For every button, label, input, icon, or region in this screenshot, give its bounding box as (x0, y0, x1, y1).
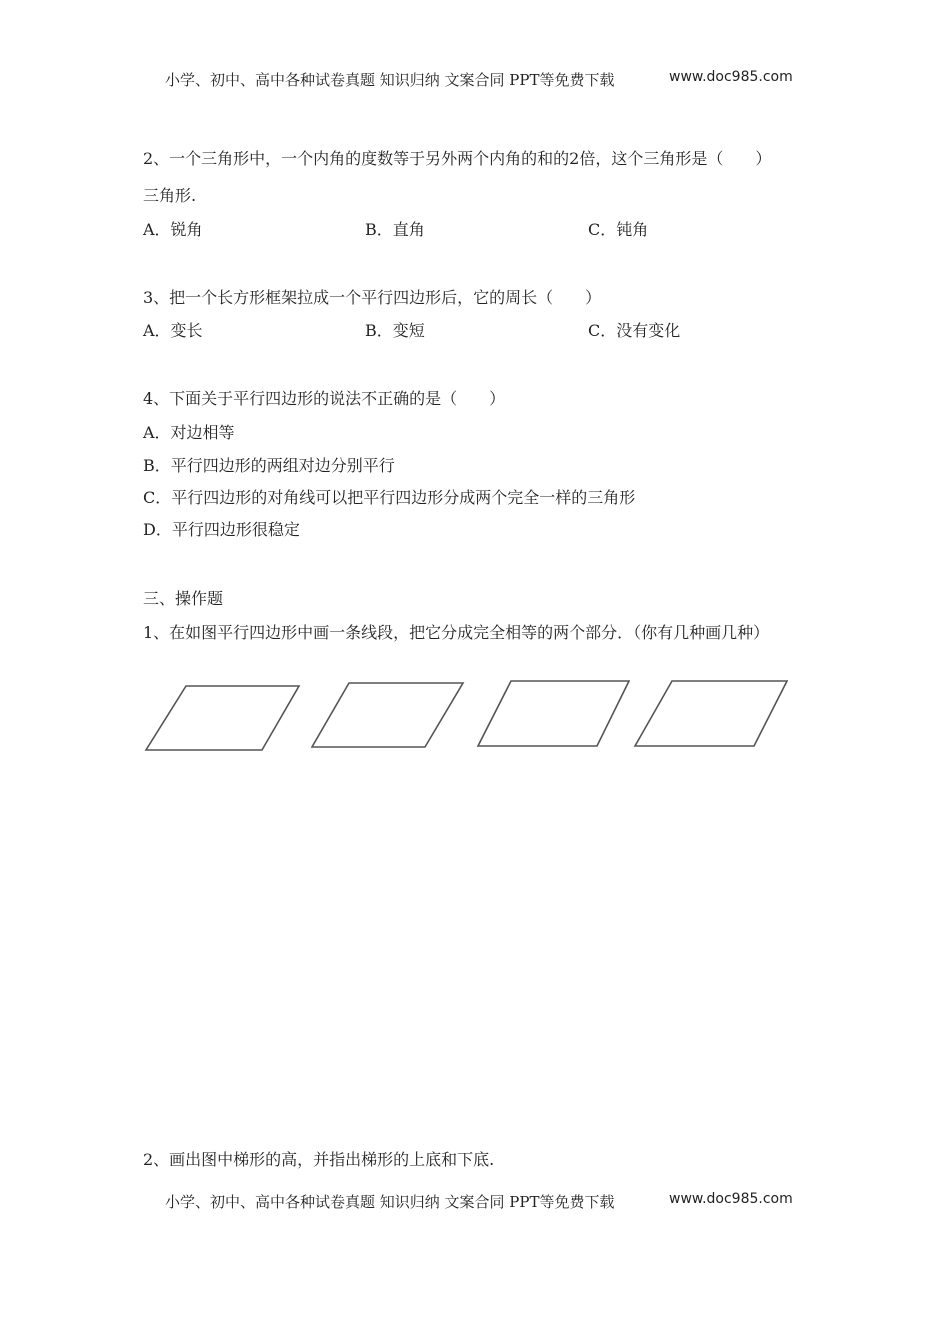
q3-option-a: A．变长 (143, 321, 203, 340)
section3-q2: 2、画出图中梯形的高，并指出梯形的上底和下底. (143, 1150, 495, 1169)
footer-text: 小学、初中、高中各种试卷真题 知识归纳 文案合同 PPT等免费下载 (165, 1193, 615, 1211)
q4-option-a: A．对边相等 (143, 423, 235, 442)
section3-title: 三、操作题 (143, 589, 224, 608)
q2-option-a: A．锐角 (143, 220, 203, 239)
q4-option-b: B．平行四边形的两组对边分别平行 (143, 456, 395, 475)
q3-option-c: C．没有变化 (588, 321, 681, 340)
header-text: 小学、初中、高中各种试卷真题 知识归纳 文案合同 PPT等免费下载 (165, 71, 615, 89)
page-footer (165, 1191, 805, 1212)
q2-line1: 2、一个三角形中，一个内角的度数等于另外两个内角的和的2倍，这个三角形是（ ） (143, 149, 772, 168)
footer-url[interactable]: www.doc985.com (669, 1191, 793, 1207)
parallelogram-2 (312, 683, 463, 747)
header-url[interactable]: www.doc985.com (669, 69, 793, 85)
parallelogram-4 (635, 681, 787, 746)
q2-line2: 三角形. (143, 186, 197, 205)
q2-option-b: B．直角 (365, 220, 425, 239)
q4-option-d: D．平行四边形很稳定 (143, 520, 300, 539)
parallelogram-1 (146, 686, 299, 750)
q4-option-c: C．平行四边形的对角线可以把平行四边形分成两个完全一样的三角形 (143, 488, 636, 507)
q4-line1: 4、下面关于平行四边形的说法不正确的是（ ） (143, 389, 506, 408)
section3-q1: 1、在如图平行四边形中画一条线段，把它分成完全相等的两个部分．（你有几种画几种） (143, 623, 770, 642)
q3-line1: 3、把一个长方形框架拉成一个平行四边形后，它的周长（ ） (143, 288, 602, 307)
q2-option-c: C．钝角 (588, 220, 649, 239)
parallelogram-3 (478, 681, 629, 746)
q3-option-b: B．变短 (365, 321, 425, 340)
